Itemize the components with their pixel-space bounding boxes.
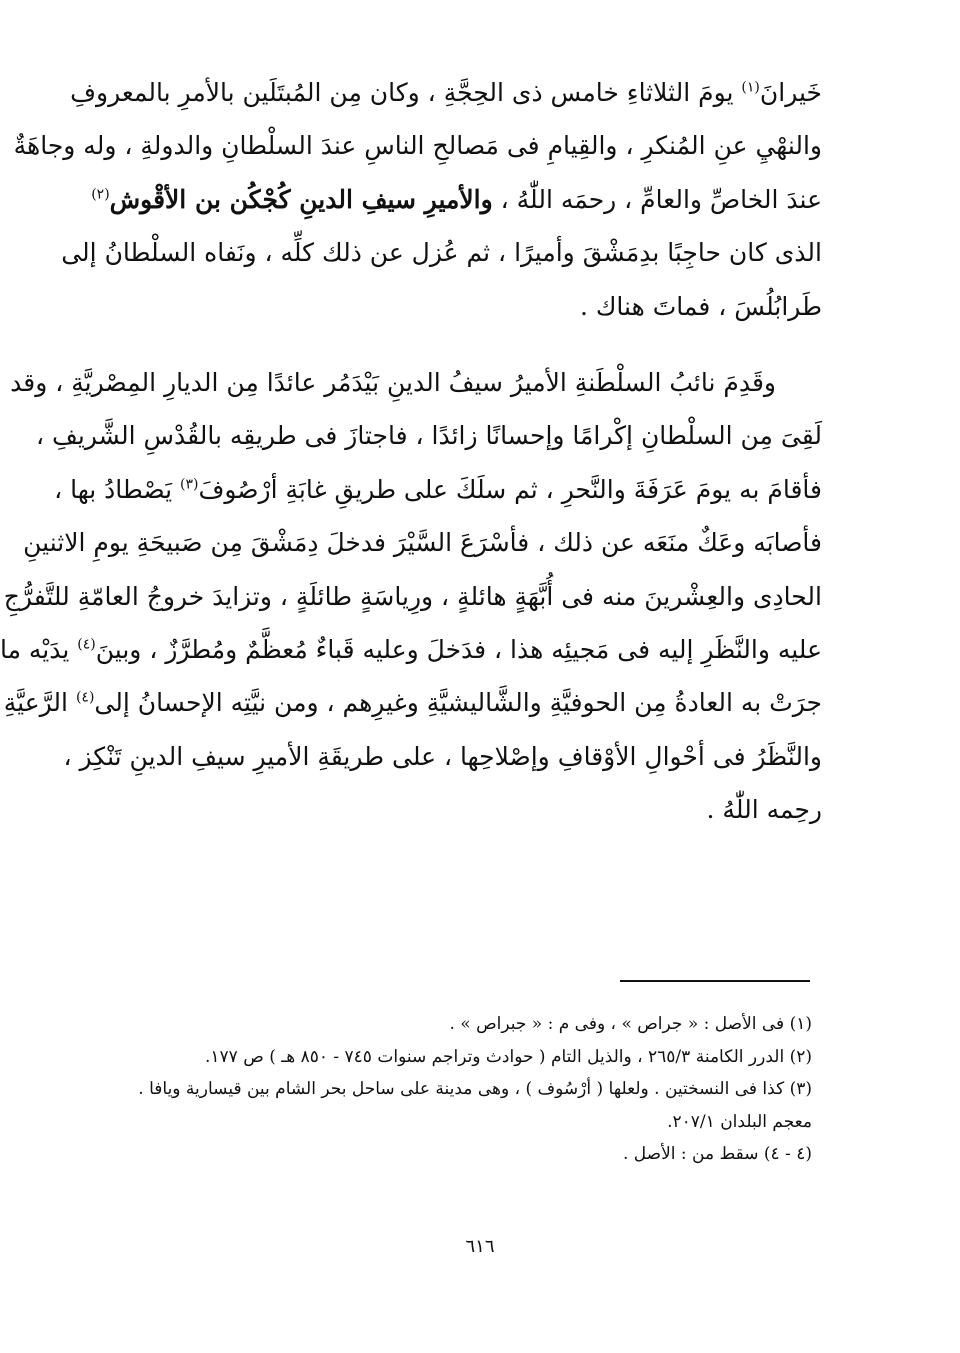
text-line [0, 623, 822, 676]
footnote-ref[interactable]: (٣) [179, 476, 199, 493]
footnotes [100, 1008, 812, 1171]
text-run: يومَ الثلاثاءِ خامس ذى الحِجَّةِ ، وكان مِن المُبتَلَين بالأمرِ بالمعروفِ [70, 78, 742, 107]
text-run: عندَ الخاصِّ والعامِّ ، رحمَه اللّٰهُ ، [492, 184, 822, 214]
text-line [3, 676, 822, 729]
paragraph-1 [13, 66, 822, 333]
text-run: فأقامَ به يومَ عَرَفَةَ والنَّحرِ ، ثم سلَكَ على طريقِ غابَةِ أرْصُوفَ [198, 474, 822, 504]
text-line: وقَدِمَ نائبُ السلْطَنةِ الأميرُ سيفُ الدينِ بَيْدَمُر عائدًا مِن الديارِ المِصْريَّةِ ، وقد [10, 368, 776, 398]
footnote-ref[interactable]: (٢) [91, 186, 110, 203]
footnote-4: (٤ - ٤) سقط من : الأصل . [622, 1144, 812, 1164]
text-line [54, 463, 822, 516]
text-run: عليه والنَّظَرِ إليه فى مَجيئِه هذا ، فدَخلَ وعليه قَباءٌ مُعظَّمٌ ومُطرَّزٌ ، وبينَ [95, 635, 822, 665]
main-text [0, 66, 822, 837]
footnote-2: (٢) الدرر الكامنة ٢٦٥/٣ ، والذيل التام ( حوادث وتراجم سنوات ٧٤٥ - ٨٥٠ هـ ) ص ١٧٧. [205, 1046, 812, 1067]
text-run: يَصْطادُ بها ، [54, 474, 180, 504]
text-line: رحِمه اللّٰهُ . [706, 795, 822, 825]
page-number: ٦١٦ [465, 1236, 495, 1257]
footnote-3: (٣) كذا فى النسختين . ولعلها ( أرْسُوف ) ، وهى مدينة على ساحل بحر الشام بين قيسارية ويافا . [138, 1079, 812, 1099]
text-line: والنَّظَرُ فى أحْوالِ الأوْقافِ وإصْلاحِها ، على طريقَةِ الأميرِ سيفِ الدينِ تَنْكِز ، [63, 741, 822, 771]
paragraph-2 [0, 356, 822, 837]
text-run: خَيرانَ [759, 78, 822, 107]
text-line: لَقِىَ مِن السلْطانِ إكْرامًا وإحسانًا زائدًا ، فاجتازَ فى طريقِه بالقُدْسِ الشَّريفِ ، [36, 421, 822, 451]
text-run: يدَيْه ما [0, 635, 78, 665]
footnote-ref[interactable]: (٤) [75, 690, 95, 707]
text-line [91, 173, 822, 226]
text-line: والنهْيِ عنِ المُنكرِ ، والقِيامِ فى مَصالحِ الناسِ عندَ السلْطانِ والدولةِ ، وله وجاهَةٌ [13, 131, 822, 161]
footnote-1: (١) فى الأصل : « جراص » ، وفى م : « جبراص » . [449, 1014, 812, 1034]
text-run: الرَّعيَّةِ [3, 688, 76, 718]
text-line: طَرابُلُسَ ، فماتَ هناك . [579, 291, 822, 321]
text-line: فأصابَه وعَكٌ منَعَه عن ذلك ، فأسْرَعَ السَّيْرَ فدخلَ دِمَشْقَ مِن صَبيحَةِ يومِ الاثنينِ [23, 528, 822, 558]
footnote-3-continued: معجم البلدان ٢٠٧/١. [667, 1111, 812, 1132]
paragraph-gap [100, 333, 822, 356]
footnote-ref[interactable]: (١) [741, 79, 760, 96]
footnote-ref[interactable]: (٤) [77, 636, 96, 653]
text-line: الذى كان حاجِبًا بدِمَشْقَ وأميرًا ، ثم عُزل عن ذلك كلِّه ، ونَفاه السلْطانُ إلى [61, 238, 822, 268]
bold-name: والأميرِ سيفِ الدينِ كُجْكُن بن الأقْوش [109, 184, 493, 214]
text-line [70, 66, 822, 119]
footnote-divider [620, 980, 810, 982]
text-run: جرَتْ به العادةُ مِن الحوفيَّةِ والشَّاليشيَّةِ وغيرِهم ، ومن نيَّتِه الإحسانُ إلى [94, 688, 822, 718]
text-line: الحادِى والعِشْرينَ منه فى أُبَّهَةٍ هائلةٍ ، ورِياسَةٍ طائلَةٍ ، وتزايدَ خروجُ العامّةِ للتَّفرُّجِ [3, 581, 822, 611]
